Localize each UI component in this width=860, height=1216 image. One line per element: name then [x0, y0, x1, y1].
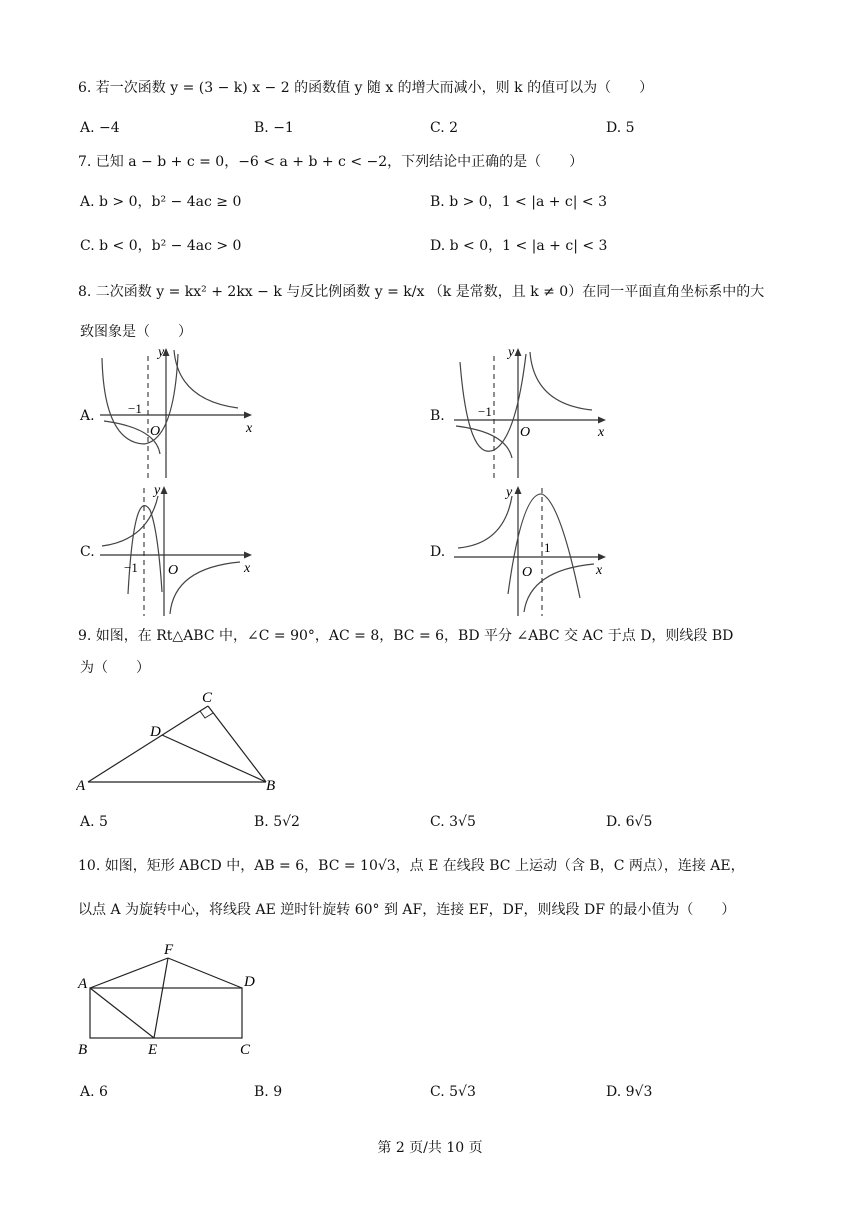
- segment-ae: [90, 988, 154, 1038]
- q9-option-c: C. 3√5: [430, 814, 476, 830]
- label-x: x: [598, 425, 605, 440]
- side-bc: [208, 706, 266, 782]
- point-c-label: C: [202, 690, 213, 706]
- point-b-label: B: [78, 1042, 88, 1058]
- hyperbola-branch-upper: [458, 496, 512, 548]
- rectangle-abcd: [90, 988, 242, 1038]
- q6-option-c: C. 2: [430, 120, 459, 136]
- point-d-label: D: [244, 974, 255, 990]
- q9-stem-line1: 9. 如图，在 Rt△ABC 中，∠C = 90°，AC = 8，BC = 6，BD 平分 ∠ABC 交 AC 于点 D，则线段 BD: [78, 628, 734, 644]
- point-b-label: B: [266, 778, 276, 794]
- q10-option-c: C. 5√3: [430, 1084, 476, 1100]
- point-a-label: A: [76, 778, 86, 794]
- q10-stem-line2: 以点 A 为旋转中心，将线段 AE 逆时针旋转 60° 到 AF，连接 EF，DF，则线段 DF 的最小值为（ ）: [78, 902, 736, 918]
- label-origin: O: [520, 425, 531, 440]
- side-ac: [88, 706, 208, 782]
- label-minus-one: −1: [478, 404, 492, 419]
- label-x: x: [246, 421, 253, 436]
- q8-option-a-label: A.: [80, 408, 95, 424]
- hyperbola-branch-upper: [530, 352, 592, 410]
- label-y: y: [508, 345, 515, 360]
- point-c-label: C: [240, 1042, 251, 1058]
- label-origin: O: [168, 563, 179, 578]
- x-axis-arrow: [598, 417, 606, 424]
- q8-option-b-label: B.: [430, 408, 445, 424]
- label-minus-one: −1: [124, 560, 138, 575]
- x-axis-arrow: [598, 554, 606, 561]
- q8-option-c-label: C.: [80, 544, 95, 560]
- q10-rectangle-figure: [76, 940, 276, 1062]
- point-a-label: A: [78, 976, 88, 992]
- label-x: x: [596, 563, 603, 578]
- label-origin: O: [150, 424, 161, 439]
- q10-stem-line1: 10. 如图，矩形 ABCD 中，AB = 6，BC = 10√3，点 E 在线段 BC 上运动（含 B，C 两点），连接 AE，: [78, 858, 745, 874]
- page-footer: 第 2 页/共 10 页: [377, 1140, 483, 1156]
- right-angle-mark: [200, 711, 213, 718]
- label-y: y: [154, 483, 161, 498]
- label-y: y: [158, 345, 165, 360]
- hyperbola-branch-lower: [170, 562, 240, 614]
- point-e-label: E: [148, 1042, 158, 1058]
- hyperbola-branch-lower: [456, 426, 512, 458]
- q8-stem-line2: 致图象是（ ）: [80, 324, 192, 340]
- q8-graph-d: [450, 482, 614, 620]
- segment-df: [168, 958, 242, 988]
- q7-option-b: B. b > 0，1 < |a + c| < 3: [430, 194, 608, 210]
- q7-option-c: C. b < 0，b² − 4ac > 0: [80, 238, 242, 254]
- q9-option-b: B. 5√2: [254, 814, 300, 830]
- q6-stem: 6. 若一次函数 y = (3 − k) x − 2 的函数值 y 随 x 的增大而减小，则 k 的值可以为（ ）: [78, 80, 654, 96]
- hyperbola-branch-lower: [524, 564, 594, 612]
- q7-stem: 7. 已知 a − b + c = 0，−6 < a + b + c < −2，下列结论中正确的是（ ）: [78, 154, 584, 170]
- q8-stem-line1: 8. 二次函数 y = kx² + 2kx − k 与反比例函数 y = k/x （k 是常数，且 k ≠ 0）在同一平面直角坐标系中的大: [78, 284, 765, 300]
- label-minus-one: −1: [128, 401, 142, 416]
- y-axis-arrow: [161, 486, 168, 494]
- label-y: y: [506, 485, 513, 500]
- parabola-curve: [460, 354, 526, 451]
- y-axis-arrow: [515, 486, 522, 494]
- q8-graph-b: [450, 342, 614, 482]
- q7-option-a: A. b > 0，b² − 4ac ≥ 0: [80, 194, 242, 210]
- q10-option-d: D. 9√3: [606, 1084, 653, 1100]
- q10-option-a: A. 6: [80, 1084, 108, 1100]
- q8-graph-a: [96, 342, 260, 482]
- hyperbola-branch-upper: [102, 496, 158, 546]
- point-d-label: D: [150, 724, 161, 740]
- x-axis-arrow: [244, 552, 252, 559]
- q6-option-b: B. −1: [254, 120, 294, 136]
- segment-af: [90, 958, 168, 988]
- parabola-curve: [128, 506, 162, 594]
- q7-option-d: D. b < 0，1 < |a + c| < 3: [430, 238, 608, 254]
- q9-stem-line2: 为（ ）: [80, 660, 150, 676]
- x-axis-arrow: [244, 412, 252, 419]
- q9-option-d: D. 6√5: [606, 814, 653, 830]
- segment-bd: [162, 735, 266, 782]
- q6-option-d: D. 5: [606, 120, 635, 136]
- label-one: 1: [544, 540, 551, 555]
- q9-option-a: A. 5: [80, 814, 108, 830]
- hyperbola-branch-upper: [174, 350, 238, 408]
- q6-option-a: A. −4: [80, 120, 120, 136]
- q8-option-d-label: D.: [430, 544, 446, 560]
- y-axis-arrow: [515, 348, 522, 356]
- label-x: x: [244, 561, 251, 576]
- point-f-label: F: [164, 942, 174, 958]
- q9-triangle-figure: [76, 686, 286, 796]
- q8-graph-c: [96, 482, 260, 620]
- label-origin: O: [522, 565, 533, 580]
- q10-option-b: B. 9: [254, 1084, 283, 1100]
- segment-ef: [154, 958, 168, 1038]
